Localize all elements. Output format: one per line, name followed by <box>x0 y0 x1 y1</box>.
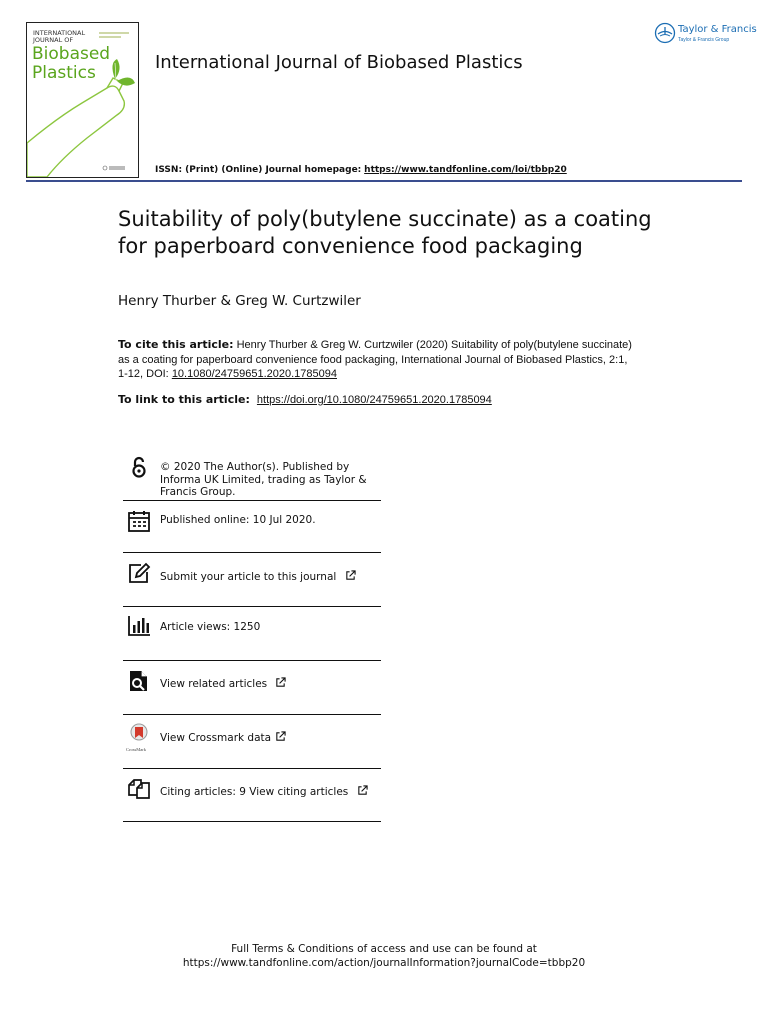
related-row[interactable] <box>123 661 381 715</box>
footer-terms-link[interactable]: https://www.tandfonline.com/action/journalInformation?journalCode=tbbp20 <box>182 957 586 969</box>
published-row <box>123 501 381 553</box>
cover-journal-big: Biobased Plastics <box>32 44 111 83</box>
views-text: Article views: 1250 <box>160 621 261 633</box>
bar-chart-icon <box>127 613 151 637</box>
citing-row[interactable] <box>123 769 381 822</box>
cover-journal-small: INTERNATIONAL JOURNAL OF <box>33 29 86 44</box>
external-link-icon <box>345 570 356 581</box>
cite-label: To cite this article: <box>118 338 234 351</box>
submit-label: Submit your article to this journal <box>160 571 337 583</box>
link-line <box>118 393 492 406</box>
article-authors: Henry Thurber & Greg W. Curtzwiler <box>118 293 361 309</box>
article-link[interactable]: https://doi.org/10.1080/24759651.2020.1785094 <box>256 394 492 406</box>
journal-title: International Journal of Biobased Plastics <box>155 52 523 73</box>
document-search-icon <box>127 669 151 693</box>
submit-link[interactable] <box>160 570 356 584</box>
copyright-text: © 2020 The Author(s). Published by Informa UK Limited, trading as Taylor & Francis Group. <box>160 461 367 498</box>
external-link-icon <box>357 785 368 796</box>
crossmark-icon <box>127 723 151 747</box>
citing-articles-icon <box>127 777 151 801</box>
citation-block <box>118 338 638 382</box>
taylor-francis-logo-icon <box>654 22 676 44</box>
footer <box>0 942 768 970</box>
publisher-sub: Taylor & Francis Group <box>678 37 730 43</box>
journal-cover <box>26 22 139 178</box>
article-info-panel <box>123 452 381 822</box>
doi-link[interactable]: 10.1080/24759651.2020.1785094 <box>171 368 337 380</box>
published-text: Published online: 10 Jul 2020. <box>160 514 316 526</box>
header-rule <box>26 180 742 182</box>
cover-volume-info <box>99 31 129 39</box>
external-link-icon <box>275 731 286 742</box>
citing-link[interactable] <box>160 785 368 799</box>
crossmark-row[interactable] <box>123 715 381 769</box>
views-row <box>123 607 381 661</box>
open-access-icon <box>127 456 151 480</box>
related-link[interactable] <box>160 677 286 691</box>
footer-line-1: Full Terms & Conditions of access and use can be found at <box>231 943 537 955</box>
publisher-logo[interactable] <box>654 22 757 46</box>
link-label: To link to this article: <box>118 393 250 406</box>
issn-label: ISSN: (Print) (Online) Journal homepage: <box>155 165 362 175</box>
calendar-icon <box>127 509 151 533</box>
publisher-name: Taylor & Francis <box>678 24 757 35</box>
citing-label: Citing articles: 9 View citing articles <box>160 786 349 798</box>
related-label: View related articles <box>160 678 268 690</box>
crossmark-link[interactable] <box>160 731 286 745</box>
edit-icon <box>127 561 151 585</box>
cite-text: Henry Thurber & Greg W. Curtzwiler (2020) Suitability of poly(butylene succinate) as a coating for paperboard convenience food packaging, International Journal of Biobased Plastics, 2:1, 1-12, DOI: <box>118 339 632 380</box>
crossmark-label: View Crossmark data <box>160 732 272 744</box>
article-title: Suitability of poly(butylene succinate) as a coating for paperboard convenience food packaging <box>118 207 652 258</box>
open-access-row <box>123 452 381 501</box>
external-link-icon <box>275 677 286 688</box>
submit-row[interactable] <box>123 553 381 607</box>
crossmark-icon-label: CrossMark <box>126 747 146 752</box>
issn-line <box>155 165 567 175</box>
journal-homepage-link[interactable]: https://www.tandfonline.com/loi/tbbp20 <box>364 165 567 175</box>
